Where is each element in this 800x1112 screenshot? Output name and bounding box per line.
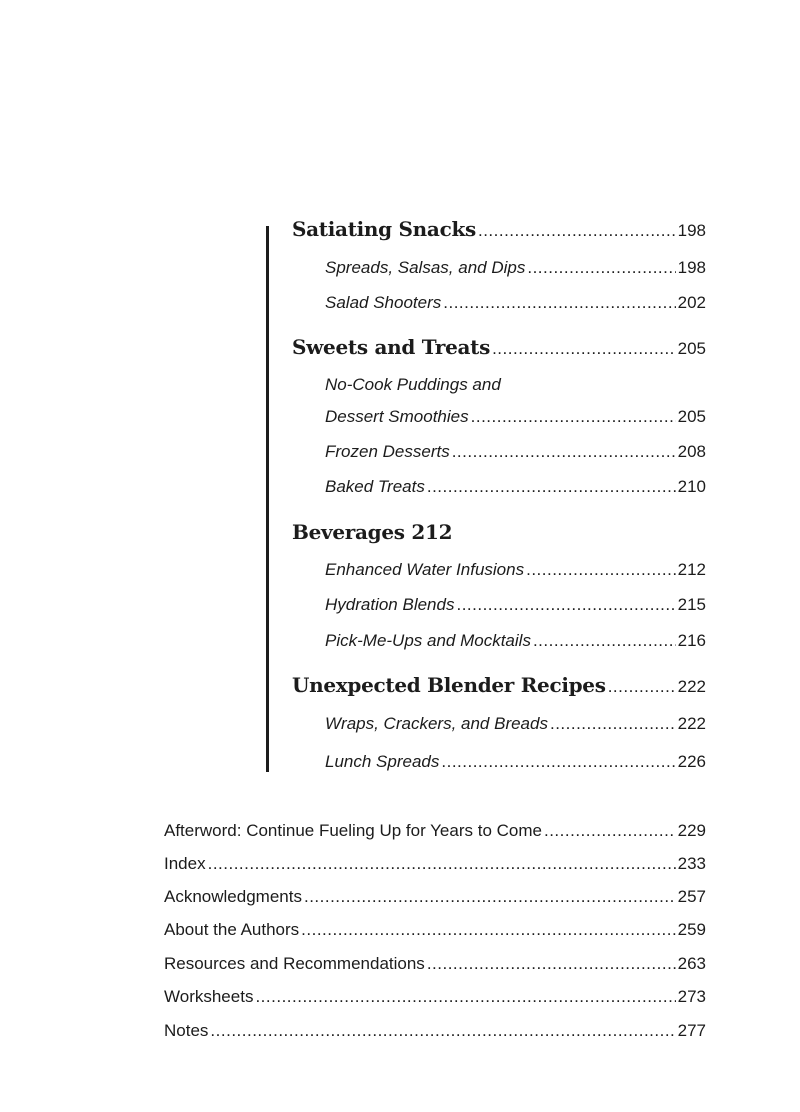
toc-entry-dessert-smoothies[interactable] xyxy=(325,407,706,427)
page-number: 273 xyxy=(677,987,706,1006)
section-title: Unexpected Blender Recipes xyxy=(292,673,606,697)
entry-title: Frozen Desserts xyxy=(325,442,450,461)
toc-entry-afterword[interactable] xyxy=(164,821,706,841)
toc-section-beverages[interactable]: Beverages 212 xyxy=(292,520,453,544)
toc-section-sweets-and-treats[interactable] xyxy=(292,335,706,359)
dot-leader xyxy=(427,954,676,974)
entry-title: Spreads, Salsas, and Dips xyxy=(325,258,526,277)
entry-title: Enhanced Water Infusions xyxy=(325,560,525,579)
page-number: 208 xyxy=(677,442,706,461)
page-number: 233 xyxy=(677,854,706,873)
page-number: 229 xyxy=(677,821,706,840)
page-number: 202 xyxy=(677,293,706,312)
dot-leader xyxy=(304,887,676,907)
toc-entry-no-cook-puddings-line1[interactable]: No-Cook Puddings and xyxy=(325,375,501,394)
page-number: 259 xyxy=(677,920,706,939)
page-number: 216 xyxy=(677,631,706,650)
entry-title: Acknowledgments xyxy=(164,887,302,906)
page-number: 226 xyxy=(677,752,706,771)
toc-section-satiating-snacks[interactable] xyxy=(292,217,706,241)
dot-leader xyxy=(456,595,675,615)
toc-entry-enhanced-water-infusions[interactable] xyxy=(325,560,706,580)
toc-section-unexpected-blender-recipes[interactable] xyxy=(292,673,706,697)
entry-title: Resources and Recommendations xyxy=(164,954,425,973)
page-number: 212 xyxy=(677,560,706,579)
entry-title: About the Authors xyxy=(164,920,300,939)
dot-leader xyxy=(471,407,676,427)
page-number: 257 xyxy=(677,887,706,906)
toc-entry-baked-treats[interactable] xyxy=(325,477,706,497)
dot-leader xyxy=(608,677,676,697)
entry-title: Afterword: Continue Fueling Up for Years to Come xyxy=(164,821,542,840)
dot-leader xyxy=(544,821,676,841)
toc-entry-hydration-blends[interactable] xyxy=(325,595,706,615)
section-title: Satiating Snacks xyxy=(292,217,476,241)
page-number: 277 xyxy=(677,1021,706,1040)
dot-leader xyxy=(301,920,675,940)
page-number: 222 xyxy=(677,677,706,696)
page-number: 198 xyxy=(677,258,706,277)
toc-entry-about-the-authors[interactable] xyxy=(164,920,706,940)
toc-entry-salad-shooters[interactable] xyxy=(325,293,706,313)
page-number: 205 xyxy=(677,339,706,358)
entry-title: Lunch Spreads xyxy=(325,752,440,771)
dot-leader xyxy=(492,339,676,359)
dot-leader xyxy=(441,752,675,772)
entry-title: Index xyxy=(164,854,206,873)
toc-entry-frozen-desserts[interactable] xyxy=(325,442,706,462)
dot-leader xyxy=(533,631,676,651)
toc-entry-worksheets[interactable] xyxy=(164,987,706,1007)
entry-title: Pick-Me-Ups and Mocktails xyxy=(325,631,531,650)
section-title: Sweets and Treats xyxy=(292,335,491,359)
toc-entry-notes[interactable] xyxy=(164,1021,706,1041)
entry-title: Notes xyxy=(164,1021,209,1040)
toc-entry-pick-me-ups[interactable] xyxy=(325,631,706,651)
dot-leader xyxy=(452,442,676,462)
dot-leader xyxy=(427,477,676,497)
toc-entry-lunch-spreads[interactable] xyxy=(325,752,706,772)
dot-leader xyxy=(478,221,676,241)
entry-title: Worksheets xyxy=(164,987,254,1006)
dot-leader xyxy=(527,258,675,278)
dot-leader xyxy=(210,1021,675,1041)
toc-entry-spreads-salsas-dips[interactable] xyxy=(325,258,706,278)
entry-title: Wraps, Crackers, and Breads xyxy=(325,714,548,733)
entry-title: Dessert Smoothies xyxy=(325,407,469,426)
dot-leader xyxy=(526,560,676,580)
section-divider-rule xyxy=(266,226,269,772)
dot-leader xyxy=(443,293,675,313)
page-number: 222 xyxy=(677,714,706,733)
toc-entry-acknowledgments[interactable] xyxy=(164,887,706,907)
entry-title: Hydration Blends xyxy=(325,595,455,614)
toc-entry-resources[interactable] xyxy=(164,954,706,974)
toc-entry-index[interactable] xyxy=(164,854,706,874)
entry-title: Salad Shooters xyxy=(325,293,442,312)
entry-title: Baked Treats xyxy=(325,477,425,496)
page-number: 198 xyxy=(677,221,706,240)
dot-leader xyxy=(255,987,675,1007)
page-number: 263 xyxy=(677,954,706,973)
dot-leader xyxy=(208,854,676,874)
toc-entry-wraps-crackers-breads[interactable] xyxy=(325,714,706,734)
dot-leader xyxy=(550,714,676,734)
page-number: 205 xyxy=(677,407,706,426)
page-number: 210 xyxy=(677,477,706,496)
page-number: 215 xyxy=(677,595,706,614)
